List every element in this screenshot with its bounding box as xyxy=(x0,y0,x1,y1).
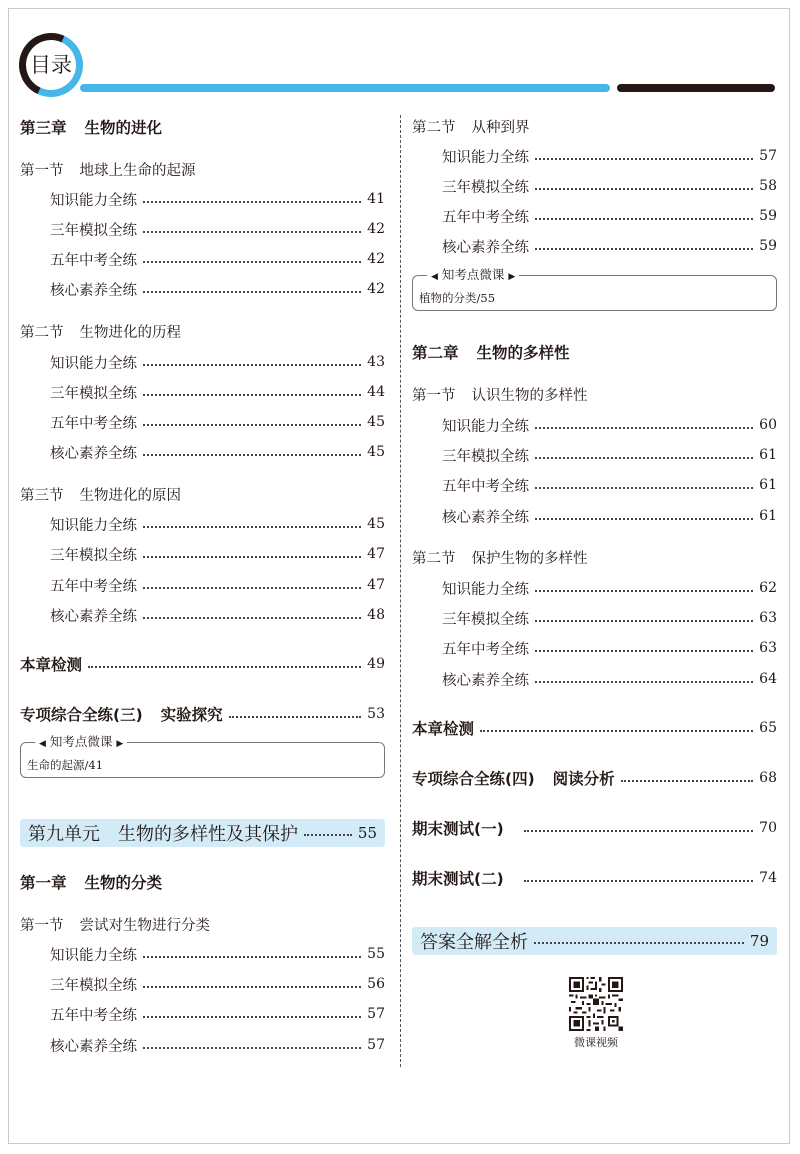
micro-lesson-text: 生命的起源/41 xyxy=(27,758,104,772)
qr-code-icon[interactable] xyxy=(569,977,623,1031)
toc-entry[interactable]: 核心素养全练 64 xyxy=(442,671,777,689)
toc-entry[interactable]: 五年中考全练 59 xyxy=(442,208,777,226)
triangle-right-icon: ▶ xyxy=(508,272,516,282)
toc-entry[interactable]: 三年模拟全练 61 xyxy=(442,447,777,465)
toc-entry[interactable]: 核心素养全练 45 xyxy=(50,444,385,462)
toc-entry[interactable]: 五年中考全练 45 xyxy=(50,414,385,432)
micro-lesson-title: ◀ 知考点微课 ▶ xyxy=(427,267,519,285)
section-heading[interactable]: 第二节 生物进化的历程 xyxy=(20,324,181,341)
section-heading[interactable]: 第二节 从种到界 xyxy=(412,119,530,136)
chapter-review-entry[interactable]: 本章检测 65 xyxy=(412,720,777,738)
toc-entry[interactable]: 三年模拟全练 56 xyxy=(50,976,385,994)
unit-banner[interactable]: 第九单元 生物的多样性及其保护 55 xyxy=(20,819,385,847)
toc-entry[interactable]: 核心素养全练 48 xyxy=(50,607,385,625)
toc-entry[interactable]: 知识能力全练 57 xyxy=(442,148,777,166)
toc-entry[interactable]: 核心素养全练 59 xyxy=(442,238,777,256)
special-practice-entry[interactable]: 专项综合全练(四) 阅读分析 68 xyxy=(412,770,777,788)
toc-entry[interactable]: 知识能力全练 60 xyxy=(442,417,777,435)
header-bar-blue xyxy=(80,84,610,92)
section-heading[interactable]: 第三节 生物进化的原因 xyxy=(20,487,181,504)
special-practice-entry[interactable]: 专项综合全练(三) 实验探究 53 xyxy=(20,706,385,724)
section-heading[interactable]: 第一节 尝试对生物进行分类 xyxy=(20,917,210,934)
toc-entry[interactable]: 知识能力全练 55 xyxy=(50,946,385,964)
toc-entry[interactable]: 三年模拟全练 47 xyxy=(50,546,385,564)
triangle-right-icon: ▶ xyxy=(116,739,124,749)
micro-lesson-box[interactable] xyxy=(412,267,777,311)
micro-lesson-text: 植物的分类/55 xyxy=(419,291,496,305)
qr-code-label: 微课视频 xyxy=(574,1036,618,1049)
toc-entry[interactable]: 核心素养全练 42 xyxy=(50,281,385,299)
section-heading[interactable]: 第一节 认识生物的多样性 xyxy=(412,387,588,404)
column-divider xyxy=(400,115,401,1067)
chapter-heading[interactable]: 第三章 生物的进化 xyxy=(20,119,163,137)
toc-entry[interactable]: 核心素养全练 61 xyxy=(442,508,777,526)
toc-entry[interactable]: 五年中考全练 42 xyxy=(50,251,385,269)
section-heading[interactable]: 第一节 地球上生命的起源 xyxy=(20,162,196,179)
toc-entry[interactable]: 三年模拟全练 58 xyxy=(442,178,777,196)
toc-entry[interactable]: 三年模拟全练 42 xyxy=(50,221,385,239)
answers-banner[interactable]: 答案全解全析 79 xyxy=(412,927,777,955)
toc-entry[interactable]: 核心素养全练 57 xyxy=(50,1037,385,1055)
triangle-left-icon: ◀ xyxy=(39,739,46,749)
toc-entry[interactable]: 五年中考全练 63 xyxy=(442,640,777,658)
chapter-heading[interactable]: 第二章 生物的多样性 xyxy=(412,344,570,362)
toc-entry[interactable]: 知识能力全练 62 xyxy=(442,580,777,598)
page-title: 目录 xyxy=(30,53,72,77)
section-heading[interactable]: 第二节 保护生物的多样性 xyxy=(412,550,588,567)
chapter-heading[interactable]: 第一章 生物的分类 xyxy=(20,874,163,892)
toc-entry[interactable]: 五年中考全练 47 xyxy=(50,577,385,595)
toc-entry[interactable]: 三年模拟全练 63 xyxy=(442,610,777,628)
toc-entry[interactable]: 知识能力全练 43 xyxy=(50,354,385,372)
toc-entry[interactable]: 五年中考全练 61 xyxy=(442,477,777,495)
toc-entry[interactable]: 三年模拟全练 44 xyxy=(50,384,385,402)
toc-entry[interactable]: 五年中考全练 57 xyxy=(50,1006,385,1024)
final-test-2-entry[interactable]: 期末测试(二) 74 xyxy=(412,870,777,888)
chapter-review-entry[interactable]: 本章检测 49 xyxy=(20,656,385,674)
micro-lesson-title: ◀ 知考点微课 ▶ xyxy=(35,734,127,752)
micro-lesson-box[interactable] xyxy=(20,734,385,778)
triangle-left-icon: ◀ xyxy=(431,272,438,282)
toc-entry[interactable]: 知识能力全练 45 xyxy=(50,516,385,534)
final-test-1-entry[interactable]: 期末测试(一) 70 xyxy=(412,820,777,838)
toc-entry[interactable]: 知识能力全练 41 xyxy=(50,191,385,209)
header-bar-dark xyxy=(617,84,775,92)
